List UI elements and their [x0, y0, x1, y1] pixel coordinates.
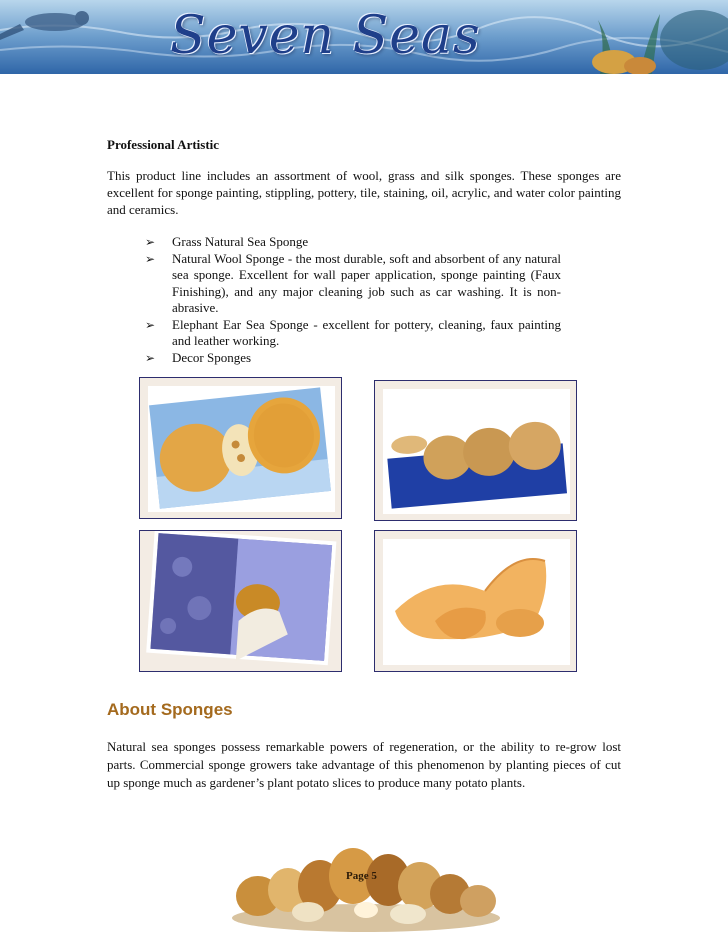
sponge-photo-elephant-ear	[374, 530, 577, 672]
seven-seas-logo: Seven Seas	[170, 6, 481, 66]
product-intro: This product line includes an assortment of wool, grass and silk sponges. These sponges are excellent for sponge painting, stippling, pottery, tile, staining, oil, acrylic, and water color painting and ceramics.	[107, 168, 621, 217]
sponge-photo-wool	[374, 380, 577, 521]
sponge-photo-faux-painting	[139, 530, 342, 672]
list-item: ➢ Decor Sponges	[145, 349, 252, 365]
page-number: Page 5	[346, 870, 377, 882]
sponge-photo-grass	[139, 377, 342, 519]
arrow-bullet-icon: ➢	[145, 350, 156, 365]
list-item: ➢ Grass Natural Sea Sponge	[145, 234, 309, 249]
arrow-bullet-icon: ➢	[145, 235, 156, 249]
list-item: ➢ Elephant Ear Sea Sponge - excellent for pottery, cleaning, faux painting and leather working.	[145, 316, 561, 348]
product-heading: Professional Artistic	[107, 137, 220, 152]
arrow-bullet-icon: ➢	[145, 317, 156, 332]
about-sponges-text: Natural sea sponges possess remarkable powers of regeneration, or the ability to re-grow lost parts. Commercial sponge growers take advantage of this phenomenon by planting pieces of cut up sponge much as gardener’s plant potato slices to produce many potato plants.	[107, 739, 621, 790]
product-bullet-list	[145, 234, 561, 366]
footer-sponge-pile	[228, 846, 504, 932]
header-banner	[0, 0, 728, 74]
arrow-bullet-icon: ➢	[145, 251, 156, 266]
list-item: ➢ Natural Wool Sponge - the most durable, soft and absorbent of any natural sea sponge. Excellent for wall paper application, sponge painting (Faux Finishing), and any major cleaning job such as car washing. It is non-abrasive.	[145, 250, 561, 315]
about-sponges-title: About Sponges	[107, 700, 233, 719]
